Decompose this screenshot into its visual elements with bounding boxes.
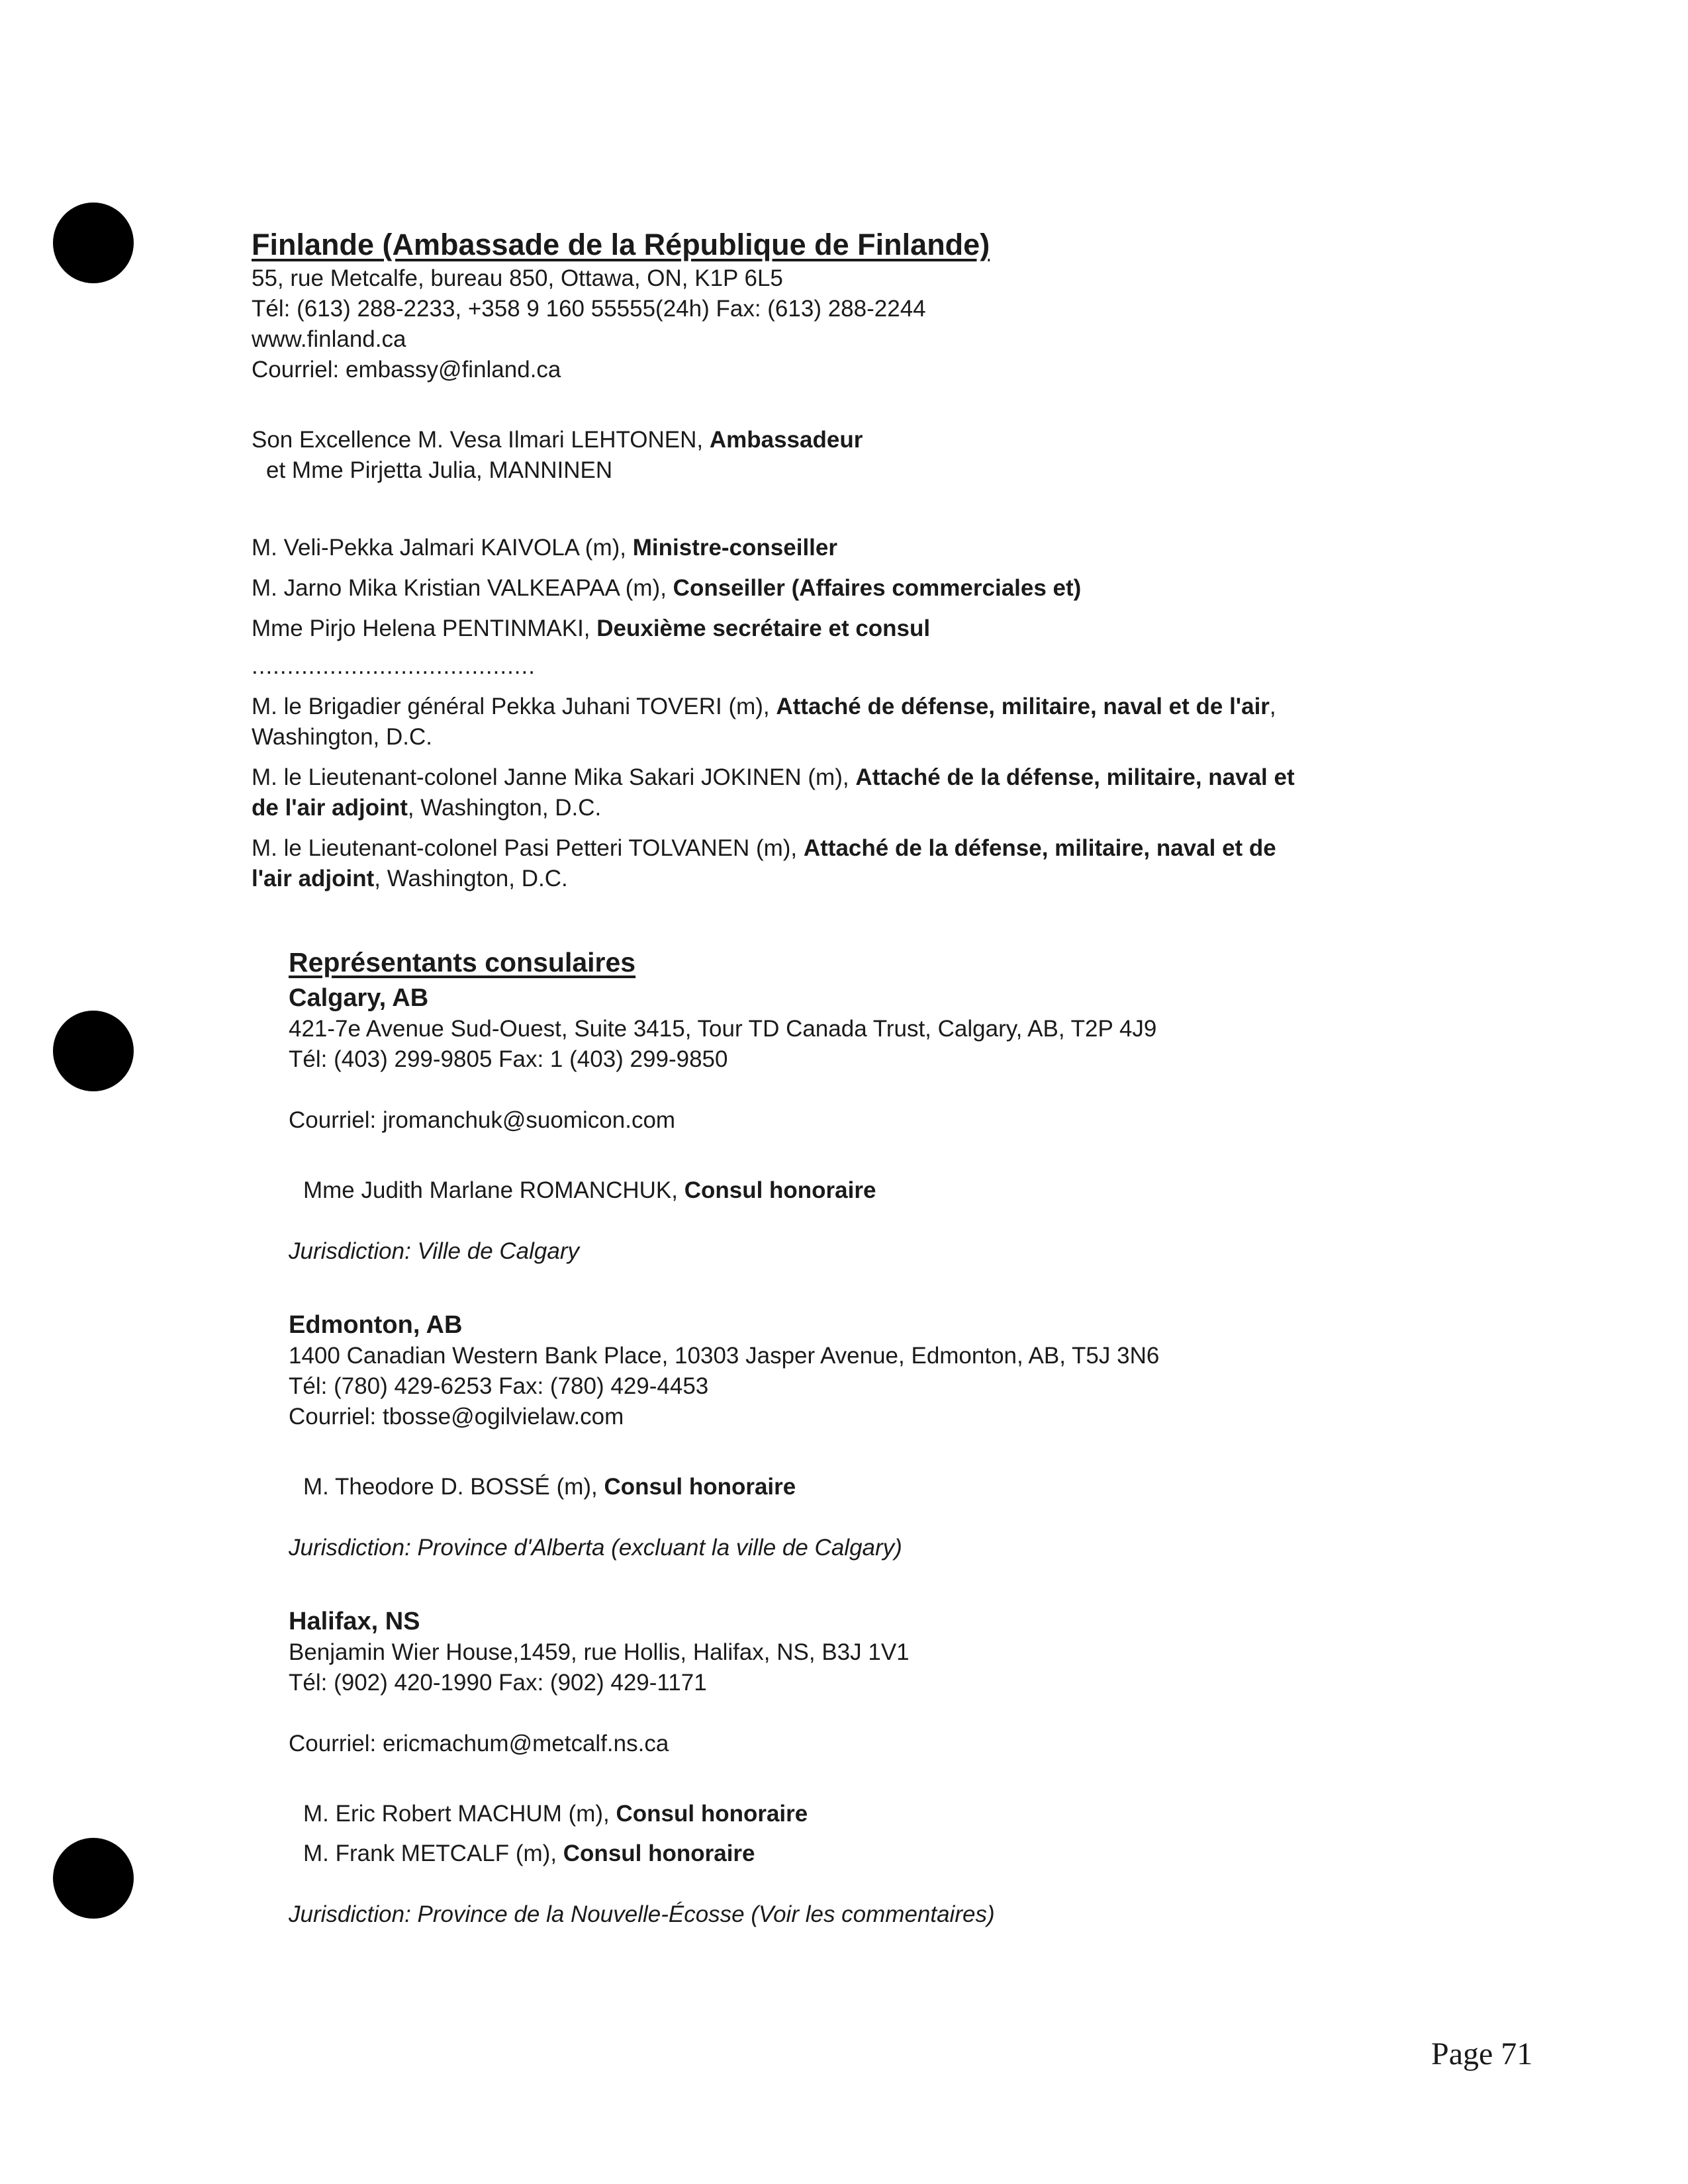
staff-section (252, 533, 1542, 680)
punch-hole-middle (53, 1011, 134, 1091)
staff-member: M. Veli-Pekka Jalmari KAIVOLA (m), Ministre-conseiller (252, 535, 837, 561)
embassy-email: Courriel: embassy@finland.ca (252, 357, 561, 383)
embassy-section (252, 226, 1542, 486)
jurisdiction: Jurisdiction: Province de la Nouvelle-Écosse (Voir les commentaires) (289, 1901, 995, 1927)
jurisdiction: Jurisdiction: Province d'Alberta (excluant la ville de Calgary) (289, 1535, 902, 1561)
consulate-address: 1400 Canadian Western Bank Place, 10303 Jasper Avenue, Edmonton, AB, T5J 3N6 (289, 1343, 1160, 1369)
staff-member: Mme Pirjo Helena PENTINMAKI, Deuxième secrétaire et consul (252, 615, 931, 641)
punch-hole-top (53, 203, 134, 283)
attache-entry: M. le Lieutenant-colonel Janne Mika Sakari JOKINEN (m), Attaché de la défense, militaire, naval et de l'air adjoint, Washington, D.C. (252, 764, 1295, 821)
embassy-address: 55, rue Metcalfe, bureau 850, Ottawa, ON, K1P 6L5 (252, 265, 783, 291)
consulate-address: Benjamin Wier House,1459, rue Hollis, Halifax, NS, B3J 1V1 (289, 1639, 910, 1665)
ambassador-spouse: et Mme Pirjetta Julia, MANNINEN (266, 457, 613, 483)
attaches-section (252, 692, 1542, 894)
city-heading: Halifax, NS (289, 1608, 420, 1635)
city-heading: Calgary, AB (289, 984, 429, 1012)
embassy-title: Finlande (Ambassade de la République de Finlande) (252, 228, 990, 261)
consulate-edmonton (289, 1309, 1546, 1563)
staff-member: M. Jarno Mika Kristian VALKEAPAA (m), Conseiller (Affaires commerciales et) (252, 575, 1082, 601)
consulate-phone: Tél: (403) 299-9805 Fax: 1 (403) 299-9850 (289, 1046, 728, 1072)
consular-title: Représentants consulaires (289, 947, 636, 978)
embassy-website: www.finland.ca (252, 326, 406, 352)
jurisdiction: Jurisdiction: Ville de Calgary (289, 1238, 580, 1264)
attache-entry: M. le Lieutenant-colonel Pasi Petteri TOLVANEN (m), Attaché de la défense, militaire, naval et de l'air adjoint, Washington, D.C. (252, 835, 1276, 891)
page-number: Page 71 (1431, 2036, 1533, 2071)
consulate-email: Courriel: ericmachum@metcalf.ns.ca (289, 1731, 669, 1756)
consulate-email: Courriel: jromanchuk@suomicon.com (289, 1107, 676, 1133)
embassy-phone: Tél: (613) 288-2233, +358 9 160 55555(24h) Fax: (613) 288-2244 (252, 296, 926, 322)
separator-dots: ........................................ (252, 653, 536, 679)
consul-line: M. Eric Robert MACHUM (m), Consul honoraire (303, 1801, 808, 1827)
consulate-halifax (289, 1606, 1546, 1930)
consular-section (289, 945, 1546, 1930)
ambassador-line: Son Excellence M. Vesa Ilmari LEHTONEN, Ambassadeur (252, 427, 863, 453)
consulate-phone: Tél: (780) 429-6253 Fax: (780) 429-4453 (289, 1373, 709, 1399)
consulate-calgary (289, 982, 1546, 1267)
city-heading: Edmonton, AB (289, 1311, 463, 1339)
consul-line: Mme Judith Marlane ROMANCHUK, Consul honoraire (303, 1177, 876, 1203)
consulate-phone: Tél: (902) 420-1990 Fax: (902) 429-1171 (289, 1670, 707, 1696)
punch-hole-bottom (53, 1838, 134, 1919)
consul-line: M. Theodore D. BOSSÉ (m), Consul honoraire (303, 1474, 796, 1500)
consulate-address: 421-7e Avenue Sud-Ouest, Suite 3415, Tour TD Canada Trust, Calgary, AB, T2P 4J9 (289, 1016, 1157, 1042)
consul-line: M. Frank METCALF (m), Consul honoraire (303, 1841, 755, 1866)
consulate-email: Courriel: tbosse@ogilvielaw.com (289, 1404, 624, 1430)
attache-entry: M. le Brigadier général Pekka Juhani TOVERI (m), Attaché de défense, militaire, naval et de l'air, Washington, D.C. (252, 694, 1276, 750)
